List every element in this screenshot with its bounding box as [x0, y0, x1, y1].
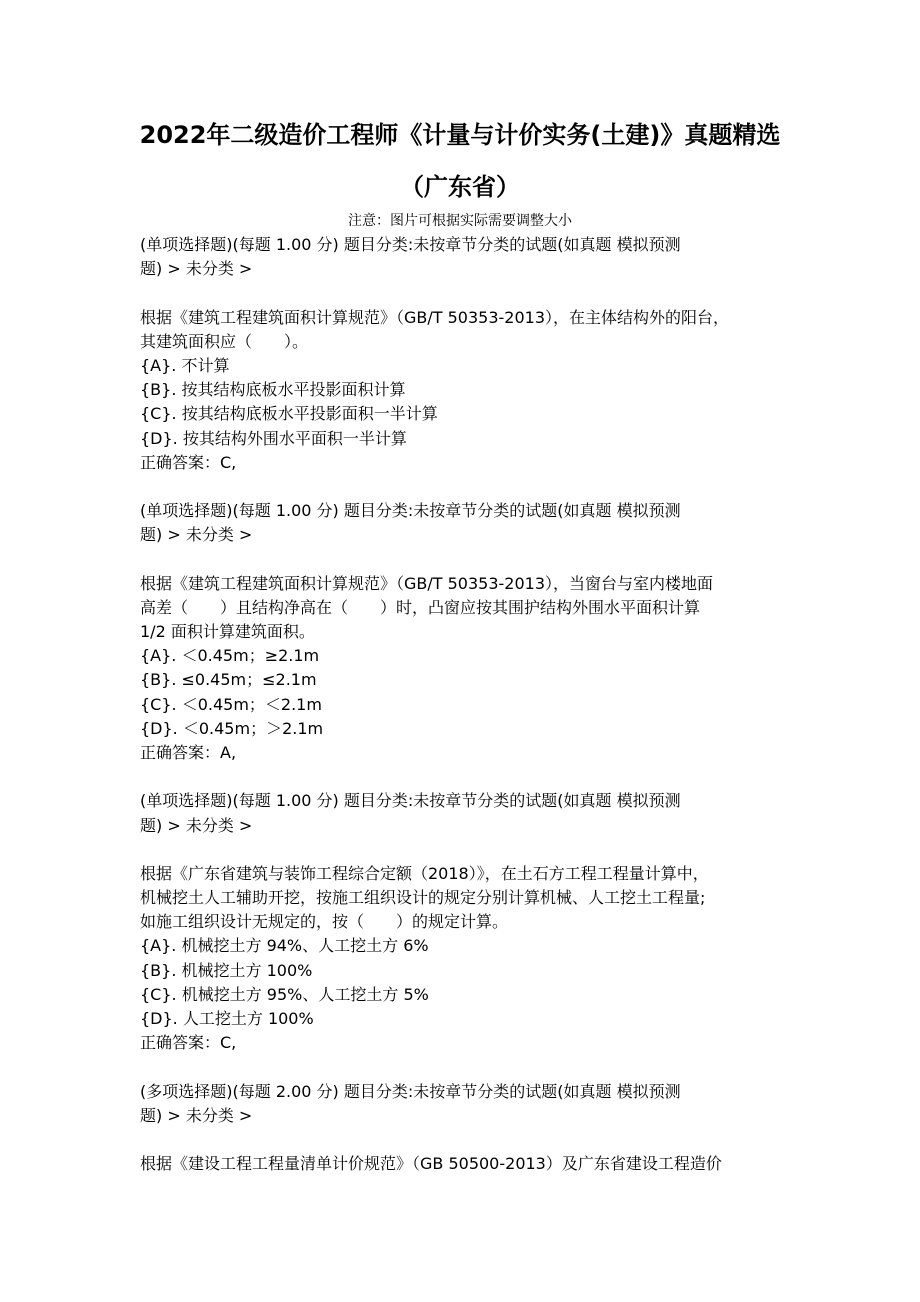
question-item	[140, 499, 785, 789]
question-item	[140, 789, 785, 1079]
question-header: (多项选择题)(每题 2.00 分) 题目分类:未按章节分类的试题(如真题 模拟预测	[140, 1081, 681, 1101]
option-d: {D}. 按其结构外围水平面积一半计算	[140, 428, 407, 448]
option-a: {A}. 机械挖土方 94%、人工挖土方 6%	[140, 936, 429, 956]
question-list	[140, 233, 785, 1176]
question-stem: 机械挖土人工辅助开挖，按施工组织设计的规定分别计算机械、人工挖土工程量;	[140, 888, 706, 908]
question-item	[140, 1080, 785, 1177]
correct-answer: 正确答案：C,	[140, 1033, 237, 1053]
question-category: 题) > 未分类 >	[140, 525, 253, 545]
spacer	[140, 547, 785, 571]
option-d: {D}. ＜0.45m；＞2.1m	[140, 718, 324, 738]
question-stem: 根据《建筑工程建筑面积计算规范》（GB/T 50353-2013），在主体结构外的阳台，	[140, 307, 730, 327]
correct-answer: 正确答案：A,	[140, 742, 237, 762]
question-category: 题) > 未分类 >	[140, 259, 253, 279]
spacer	[140, 281, 785, 305]
document-subtitle: （广东省）	[400, 173, 520, 201]
question-stem: 根据《广东省建筑与装饰工程综合定额（2018）》，在土石方工程工程量计算中，	[140, 863, 709, 883]
spacer	[140, 475, 785, 499]
option-a: {A}. ＜0.45m；≥2.1m	[140, 646, 320, 666]
correct-answer: 正确答案：C,	[140, 452, 237, 472]
question-stem: 根据《建筑工程建筑面积计算规范》（GB/T 50353-2013），当窗台与室内楼地面	[140, 573, 714, 593]
question-header: (单项选择题)(每题 1.00 分) 题目分类:未按章节分类的试题(如真题 模拟预测	[140, 501, 681, 521]
spacer	[140, 765, 785, 789]
spacer	[140, 1055, 785, 1079]
option-c: {C}. ＜0.45m；＜2.1m	[140, 694, 322, 714]
image-note: 注意：图片可根据实际需要调整大小	[348, 213, 572, 229]
question-header: (单项选择题)(每题 1.00 分) 题目分类:未按章节分类的试题(如真题 模拟预测	[140, 791, 681, 811]
question-item	[140, 233, 785, 499]
option-a: {A}. 不计算	[140, 355, 230, 375]
question-stem: 其建筑面积应（ ）。	[140, 331, 309, 351]
question-category: 题) > 未分类 >	[140, 815, 253, 835]
question-stem: 高差（ ）且结构净高在（ ）时，凸窗应按其围护结构外围水平面积计算	[140, 597, 701, 617]
document-title: 2022年二级造价工程师《计量与计价实务(土建)》真题精选	[139, 121, 781, 149]
question-stem: 根据《建设工程工程量清单计价规范》（GB 50500-2013）及广东省建设工程造价	[140, 1154, 722, 1174]
question-header: (单项选择题)(每题 1.00 分) 题目分类:未按章节分类的试题(如真题 模拟预测	[140, 235, 681, 254]
option-d: {D}. 人工挖土方 100%	[140, 1009, 314, 1028]
spacer	[140, 1128, 785, 1152]
question-stem: 如施工组织设计无规定的，按（ ）的规定计算。	[140, 912, 509, 932]
option-c: {C}. 按其结构底板水平投影面积一半计算	[140, 404, 438, 424]
question-stem: 1/2 面积计算建筑面积。	[140, 622, 315, 641]
spacer	[140, 838, 785, 862]
option-b: {B}. 按其结构底板水平投影面积计算	[140, 380, 406, 400]
option-b: {B}. 机械挖土方 100%	[140, 960, 313, 980]
option-b: {B}. ≤0.45m；≤2.1m	[140, 670, 317, 690]
option-c: {C}. 机械挖土方 95%、人工挖土方 5%	[140, 984, 429, 1004]
question-category: 题) > 未分类 >	[140, 1105, 253, 1125]
